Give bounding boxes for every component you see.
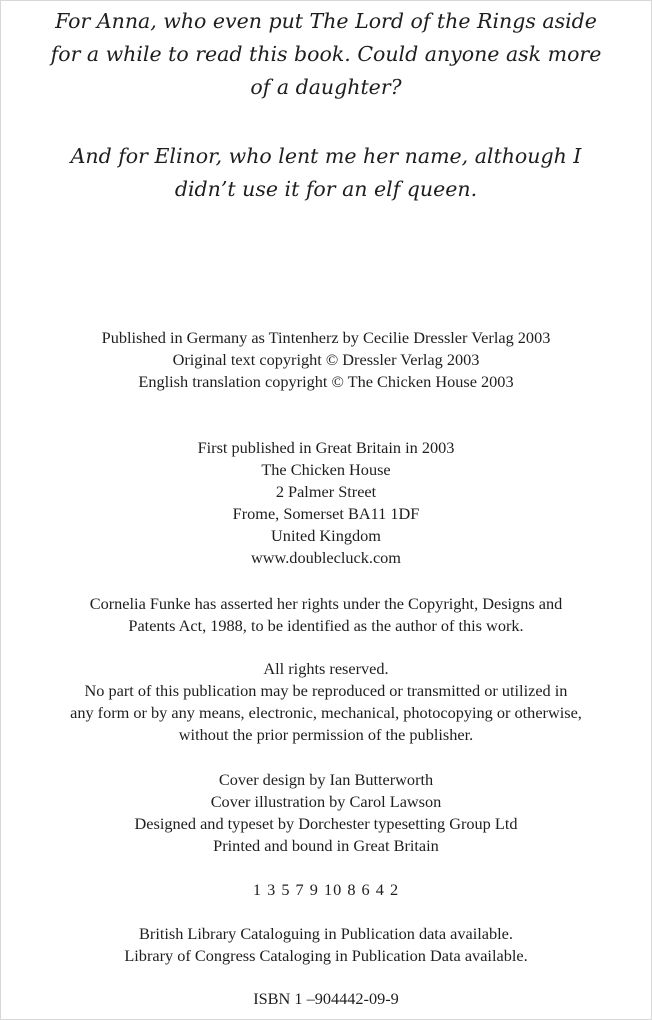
imprint-line: Cover design by Ian Butterworth: [218, 770, 434, 789]
imprint-line: All rights reserved.: [263, 659, 389, 678]
production-credits: [1, 769, 651, 857]
imprint-line: 2 Palmer Street: [275, 482, 377, 501]
imprint-line: Published in Germany as Tintenherz by Cecilie Dressler Verlag 2003: [101, 328, 551, 347]
imprint-line: British Library Cataloguing in Publication data available.: [139, 924, 513, 943]
dedication-line: of a daughter?: [250, 75, 402, 99]
imprint-line: any form or by any means, electronic, mechanical, photocopying or otherwise,: [70, 703, 582, 722]
imprint-line: Library of Congress Cataloging in Publication Data available.: [124, 946, 528, 965]
publication-notice: [1, 327, 651, 393]
dedication-line: didn’t use it for an elf queen.: [174, 177, 478, 201]
imprint-line: English translation copyright © The Chicken House 2003: [138, 372, 514, 391]
imprint-line: Original text copyright © Dressler Verlag 2003: [172, 350, 480, 369]
dedication-elinor: [1, 140, 651, 206]
publisher-address: [1, 437, 651, 569]
imprint-line: First published in Great Britain in 2003: [197, 438, 455, 457]
all-rights-reserved-notice: [1, 658, 651, 746]
imprint-line: without the prior permission of the publisher.: [178, 725, 474, 744]
imprint-line: Printed and bound in Great Britain: [213, 836, 439, 855]
imprint-line: Patents Act, 1988, to be identified as the author of this work.: [128, 616, 524, 635]
dedication-anna: [1, 5, 651, 104]
imprint-line: Cover illustration by Carol Lawson: [210, 792, 442, 811]
printing-line: [1, 879, 651, 901]
imprint-line: The Chicken House: [261, 460, 391, 479]
dedication-line: for a while to read this book. Could anyone ask more: [50, 42, 602, 66]
cataloguing-notice: [1, 923, 651, 967]
isbn-number: ISBN 1 –904442-09-9: [253, 989, 399, 1008]
imprint-line: No part of this publication may be reproduced or transmitted or utilized in: [84, 681, 568, 700]
isbn: [1, 988, 651, 1010]
imprint-line: United Kingdom: [271, 526, 381, 545]
dedication-line: And for Elinor, who lent me her name, although I: [70, 144, 582, 168]
imprint-line: Frome, Somerset BA11 1DF: [232, 504, 420, 523]
dedication-line: For Anna, who even put The Lord of the Rings aside: [55, 9, 597, 33]
author-rights-notice: [1, 593, 651, 637]
imprint-line: Designed and typeset by Dorchester typesetting Group Ltd: [134, 814, 518, 833]
imprint-line: Cornelia Funke has asserted her rights under the Copyright, Designs and: [89, 594, 563, 613]
publisher-website: www.doublecluck.com: [251, 548, 401, 567]
printing-number-line: 1 3 5 7 9 10 8 6 4 2: [252, 880, 400, 899]
